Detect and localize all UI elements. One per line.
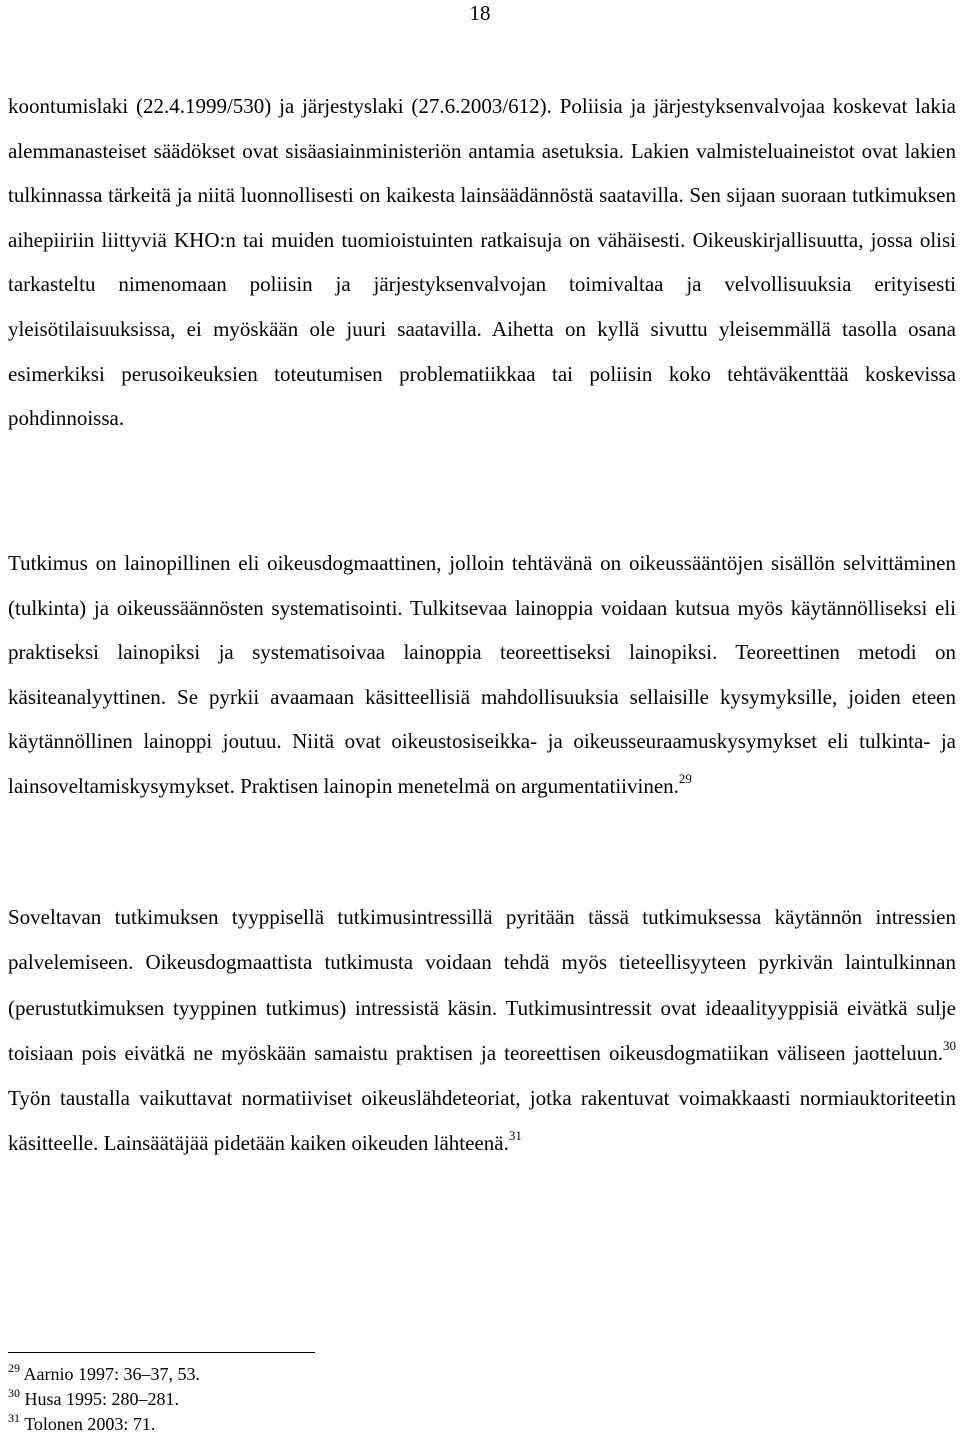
footnote (8, 1412, 908, 1437)
footnote-reference[interactable]: 31 (508, 1128, 522, 1144)
footnotes (8, 1362, 908, 1437)
footnote (8, 1362, 908, 1387)
footnote (8, 1387, 908, 1412)
paragraph-text: Tutkimus on lainopillinen eli oikeusdogmaattinen, jolloin tehtävänä on oikeussääntöjen sisällön selvittäminen (tulkinta) ja oikeussäännösten systematisointi. Tulkitsevaa lainoppia voidaan kutsua myös käytännölliseksi eli praktiseksi lainopiksi ja systematisoivaa lainoppia teoreettiseksi lainopiksi. Teoreettinen metodi on käsiteanalyyttinen. Se pyrkii avaamaan käsitteellisiä mahdollisuuksia sellaisille kysymyksille, joiden eteen käytännöllinen lainoppi joutuu. Niitä ovat oikeustosiseikka- ja oikeusseuraamuskysymykset eli tulkinta- ja lainsoveltamiskysymykset. Praktisen lainopin menetelmä on argumentatiivinen. (8, 551, 956, 798)
paragraph-text: koontumislaki (22.4.1999/530) ja järjestyslaki (27.6.2003/612). Poliisia ja järjestyksenvalvojaa koskevat lakia alemmanasteiset säädökset ovat sisäasiainministeriön antamia asetuksia. Lakien valmisteluaineistot ovat lakien tulkinnassa tärkeitä ja niitä luonnollisesti on kaikesta lainsäädännöstä saatavilla. Sen sijaan suoraan tutkimuksen aihepiiriin liittyviä KHO:n tai muiden tuomioistuinten ratkaisuja on vähäisesti. Oikeuskirjallisuutta, jossa olisi tarkasteltu nimenomaan poliisin ja järjestyksenvalvojan toimivaltaa ja velvollisuuksia erityisesti yleisötilaisuuksissa, ei myöskään ole juuri saatavilla. Aihetta on kyllä sivuttu yleisemmällä tasolla osana esimerkiksi perusoikeuksien toteutumisen problematiikkaa tai poliisin koko tehtäväkenttää koskevissa pohdinnoissa. (8, 94, 956, 431)
paragraph (8, 541, 956, 809)
footnote-text: Husa 1995: 280–281. (24, 1389, 179, 1409)
footnote-number: 30 (8, 1386, 20, 1400)
footnote-number: 31 (8, 1411, 20, 1425)
paragraph (8, 84, 956, 441)
footnote-reference[interactable]: 29 (678, 770, 692, 786)
footnote-text: Tolonen 2003: 71. (24, 1414, 156, 1434)
footnote-separator (8, 1352, 315, 1353)
footnote-text: Aarnio 1997: 36–37, 53. (23, 1364, 200, 1384)
paragraph-text: Työn taustalla vaikuttavat normatiiviset oikeuslähdeteoriat, jotka rakentuvat voimakkaasti normiauktoriteetin käsitteelle. Lainsäätäjää pidetään kaiken oikeuden lähteenä. (8, 1086, 956, 1156)
page-number: 18 (469, 1, 491, 25)
paragraph (8, 895, 956, 1167)
footnote-number: 29 (8, 1361, 20, 1375)
footnote-reference[interactable]: 30 (943, 1037, 956, 1053)
paragraph-text: Soveltavan tutkimuksen tyyppisellä tutkimusintressillä pyritään tässä tutkimuksessa käytännön intressien palvelemiseen. Oikeusdogmaattista tutkimusta voidaan tehdä myös tieteellisyyteen pyrkivän laintulkinnan (perustutkimuksen tyyppinen tutkimus) intressistä käsin. Tutkimusintressit ovat ideaalityyppisiä eivätkä sulje toisiaan pois eivätkä ne myöskään samaistu praktisen ja teoreettisen oikeusdogmatiikan väliseen jaotteluun. (8, 905, 956, 1065)
